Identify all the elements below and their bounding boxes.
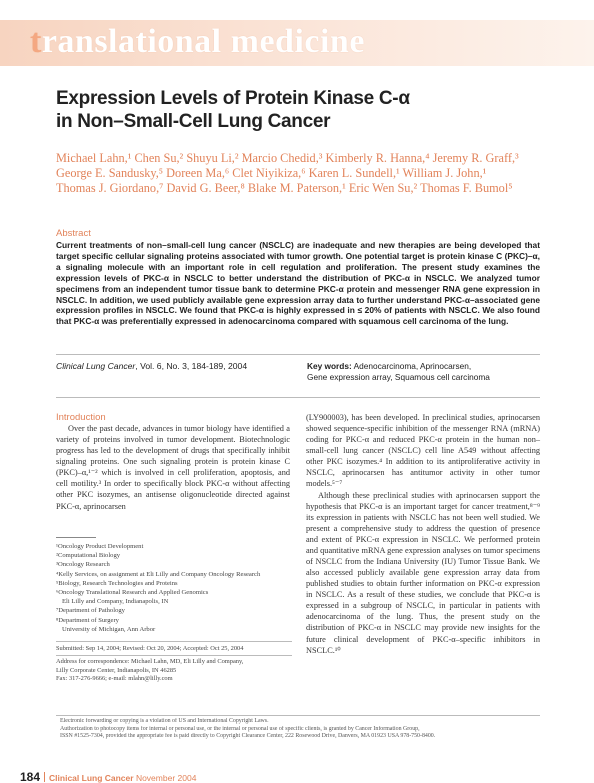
footer-separator [44, 772, 45, 782]
author-list [56, 151, 556, 197]
affiliation-line: ⁷Department of Pathology [56, 607, 125, 615]
affiliation-line: Eli Lilly and Company, Indianapolis, IN [62, 598, 169, 606]
affiliation-line: ²Computational Biology [56, 552, 121, 560]
affiliation-line: ⁸Department of Surgery [56, 616, 119, 624]
affiliation-line: ⁴Kelly Services, on assignment at Eli Lilly and Company Oncology Research [56, 570, 261, 578]
author-line: Thomas J. Giordano,⁷ David G. Beer,⁸ Blake M. Paterson,¹ Eric Wen Su,² Thomas F. Bumol⁵ [56, 181, 513, 196]
divider [56, 655, 292, 656]
copyright-line: Electronic forwarding or copying is a violation of US and International Copyright Laws. [60, 718, 269, 724]
title-line-1: Expression Levels of Protein Kinase C-α [56, 88, 410, 109]
page-footer [20, 768, 196, 783]
keywords: Key words: Adenocarcinoma, Aprinocarsen, Gene expression array, Squamous cell carcinoma [307, 361, 490, 383]
abstract-heading: Abstract [56, 228, 91, 239]
title-line-2: in Non–Small-Cell Lung Cancer [56, 111, 331, 132]
article-title [56, 87, 556, 133]
correspondence-address [56, 658, 292, 684]
divider [56, 641, 292, 642]
footnote-rule [56, 537, 96, 538]
affiliation-line: ⁶Oncology Translational Research and Applied Genomics [56, 589, 209, 597]
body-paragraph: Although these preclinical studies with aprinocarsen support the hypothesis that PKC-α is an important target for cancer treatment,⁸⁻⁹ its expression in patients with NSCLC has not been well studied. We present a comprehensive study to address the question of presence and extent of PKC-α expression in NSCLC. We performed protein and quantitative mRNA gene expression analyses on tumor specimens of NSCLC from the Indiana University (IU) Tumor Tissue Bank. We also accessed publicly available gene expression array data from published studies to obtain further information on PKC-α expression in NSCLC. As a result of these studies, we conclude that PKC-α is expressed in a subgroup of NSCLC, in particular in patients with adenocarcinoma of the lung. Thus, the present study on the distribution of PKC-α in NSCLC may provide new insights for the future clinical development of PKC-α–specific inhibitors in NSCLC.¹⁰ [306, 490, 540, 655]
submission-dates: Submitted: Sep 14, 2004; Revised: Oct 20, 2004; Accepted: Oct 25, 2004 [56, 645, 244, 652]
affiliation-line: University of Michigan, Ann Arbor [62, 625, 156, 633]
divider [56, 354, 540, 355]
address-line: Lilly Corporate Center, Indianapolis, IN 46285 [56, 666, 177, 674]
copyright-notice [60, 718, 540, 741]
affiliation-line: ¹Oncology Product Development [56, 543, 144, 550]
footer-journal: Clinical Lung Cancer [49, 773, 134, 783]
page-number: 184 [20, 770, 41, 783]
keywords-label: Key words: [307, 361, 352, 371]
author-line: Michael Lahn,¹ Chen Su,² Shuyu Li,² Marcio Chedid,³ Kimberly R. Hanna,⁴ Jeremy R. Graff,³ [56, 151, 519, 165]
citation: Clinical Lung Cancer, Vol. 6, No. 3, 184-189, 2004 [56, 361, 248, 371]
section-name: translational medicine [30, 23, 365, 60]
author-line: George E. Sandusky,⁵ Doreen Ma,⁶ Clet Niyikiza,⁶ Karen L. Sundell,¹ William J. John,¹ [56, 166, 487, 181]
divider [56, 715, 540, 716]
affiliation-line: ⁵Biology, Research Technologies and Proteins [56, 579, 178, 587]
footer-date: November 2004 [133, 773, 197, 783]
divider [56, 397, 540, 398]
body-column-right [306, 412, 540, 656]
copyright-line: Authorization to photocopy items for internal or personal use, or the internal or personal use of specific clients, is granted by Cancer Information Group, [60, 725, 420, 732]
body-paragraph: (LY900003), has been developed. In preclinical studies, aprinocarsen showed sequence-specific inhibition of the messenger RNA (mRNA) coding for PKC-α and reduced PKC-α protein in the human non–small-cell lung cancer (NSCLC) cell line A549 without affecting other PKC isozymes.⁴ In addition to its antiproliferative activity in NSCLC, aprinocarsen has antitumor activity in other tumor models.⁵⁻⁷ [306, 413, 540, 489]
affiliations [56, 542, 292, 634]
address-line: Fax: 317-276-9666; e-mail: mlahn@lilly.com [56, 675, 173, 682]
introduction-heading: Introduction [56, 412, 106, 423]
affiliation-line: ³Oncology Research [56, 561, 110, 569]
body-paragraph: Over the past decade, advances in tumor biology have identified a variety of proteins involved in tumor development. Biotechnologic progress has led to the development of drugs that specifically inhibit signaling proteins. One such signaling protein is protein kinase C (PKC)–α,¹⁻² which is involved in cell proliferation, apoptosis, and cell motility.³ In order to specifically block PKC-α without affecting other PKC isozymes, an antisense oligonucleotide directed against PKC-α, aprinocarsen [56, 424, 290, 511]
address-line: Address for correspondence: Michael Lahn, MD, Eli Lilly and Company, [56, 658, 244, 665]
copyright-line: ISSN #1525-7304, provided the appropriate fee is paid directly to Copyright Clearance Center, 222 Rosewood Drive, Danvers, MA 01923 USA 978-750-8400. [60, 733, 436, 740]
abstract-text: Current treatments of non–small-cell lung cancer (NSCLC) are inadequate and new therapies are being developed that target specific cellular signaling proteins associated with tumor growth. One potential target is protein kinase C (PKC)–α, a signaling molecule with an important role in cell regulation and proliferation. The present study examines the expression levels of PKC-α in NSCLC to better understand the distribution of PKC-α in NSCLC. We analyzed tumor specimens from an independent tumor tissue bank to determine PKC-α protein and messenger RNA gene expression in NSCLC. In addition, we used publicly available gene expression array data to further understand PKC-α–associated gene expression profiles in NSCLC. We found that PKC-α is highly expressed in ≤ 20% of patients with NSCLC. We also found that PKC-α was preferentially expressed in adenocarcinoma compared with squamous cell carcinoma of the lung. [56, 240, 540, 327]
header-band [0, 0, 594, 72]
body-column-left [56, 423, 290, 512]
